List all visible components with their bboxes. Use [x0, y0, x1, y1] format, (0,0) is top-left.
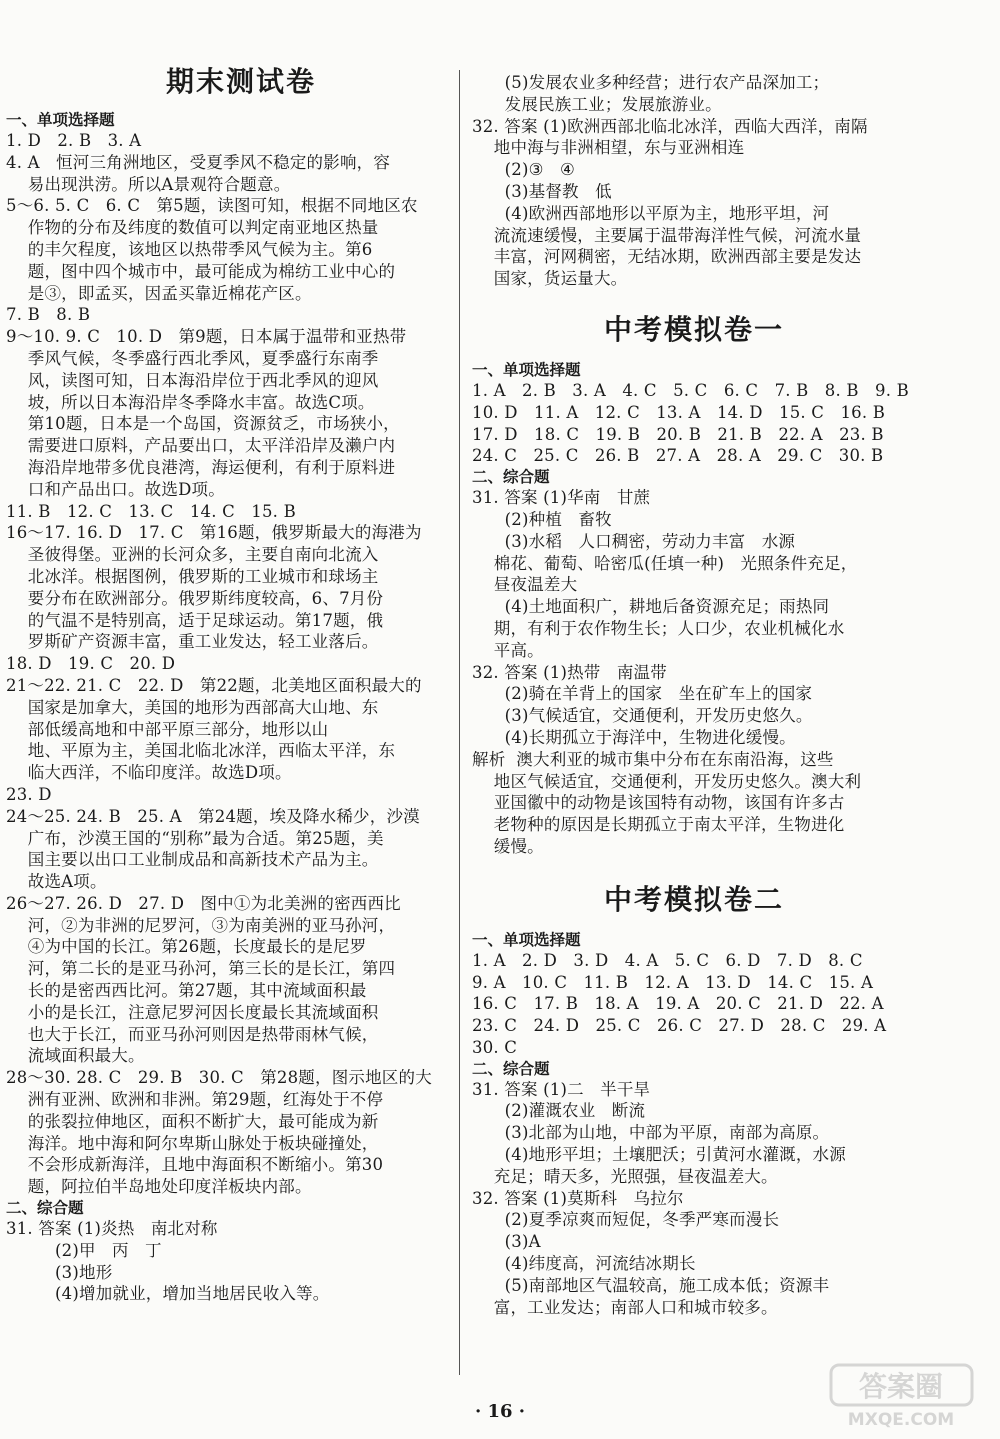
final-exam-line: 海沿岸地带多优良港湾，海运便利，有利于原料进 [6, 457, 396, 477]
final-exam-line: 的丰欠程度，该地区以热带季风气候为主。第6 [6, 239, 373, 259]
final-exam-line: 作物的分布及纬度的数值可以判定南亚地区热量 [6, 218, 379, 238]
mock1-line: 老物种的原因是长期孤立于南太平洋，生物进化 [472, 815, 845, 835]
final-exam-line: 9～10. 9. C 10. D 第9题，日本属于温带和亚热带 [6, 327, 407, 347]
mock1-line: 棉花、葡萄、哈密瓜(任填一种) 光照条件充足， [472, 553, 858, 573]
mock2-line: (2)灌溉农业 断流 [472, 1101, 646, 1121]
final-exam-line: 国主要以出口工业制成品和高新技术产品为主。 [6, 850, 379, 870]
final-exam-line: 河，②为非洲的尼罗河，③为南美洲的亚马孙河， [6, 915, 396, 935]
mock2-line: 31. 答案 (1)二 半干旱 [472, 1079, 651, 1099]
mock2-line: (3)A [472, 1232, 541, 1252]
final-exam-line: 的气温不是特别高，适于足球运动。第17题，俄 [6, 610, 384, 630]
mock1-line: (4)长期孤立于海洋中，生物进化缓慢。 [472, 727, 796, 747]
final-exam-line: 风，读图可知，日本海沿岸位于西北季风的迎风 [6, 370, 379, 390]
mock1-line: 地区气候适宜，交通便利，开发历史悠久。澳大利 [472, 771, 862, 791]
mock1-section-heading: 二、综合题 [472, 468, 550, 487]
mock-exam-2-answers [472, 930, 916, 1319]
final-exam-section-heading: 二、综合题 [6, 1199, 84, 1218]
final-exam-line: 小的是长江，注意尼罗河因长度最长其流域面积 [6, 1002, 379, 1022]
final-exam-line: 18. D 19. C 20. D [6, 654, 176, 674]
final-exam-line: 26～27. 26. D 27. D 图中①为北美洲的密西西比 [6, 893, 401, 913]
final-exam-line: (4)欧洲西部地形以平原为主，地形平坦，河 [472, 203, 830, 223]
mock2-line: 23. C 24. D 25. C 26. C 27. D 28. C 29. A [472, 1016, 887, 1036]
final-exam-answers [6, 110, 454, 1305]
final-exam-line: 4. A 恒河三角洲地区，受夏季风不稳定的影响，容 [6, 152, 391, 172]
column-divider [459, 70, 460, 1375]
final-exam-line: (2)③ ④ [472, 160, 575, 180]
final-exam-line: ④为中国的长江。第26题，长度最长的是尼罗 [6, 937, 367, 957]
final-exam-line: 的张裂拉伸地区，面积不断扩大，最可能成为新 [6, 1111, 379, 1131]
mock1-line: 31. 答案 (1)华南 甘蔗 [472, 488, 651, 508]
mock1-line: 17. D 18. C 19. B 20. B 21. B 22. A 23. B [472, 424, 884, 444]
final-exam-line: 国家是加拿大，美国的地形为西部高大山地、东 [6, 697, 379, 717]
final-exam-line: 口和产品出口。故选D项。 [6, 479, 225, 499]
final-exam-line: 21～22. 21. C 22. D 第22题，北美地区面积最大的 [6, 675, 422, 695]
final-exam-line: 罗斯矿产资源丰富，重工业发达，轻工业落后。 [6, 632, 379, 652]
final-exam-line: 5～6. 5. C 6. C 第5题，读图可知，根据不同地区农 [6, 196, 418, 216]
final-exam-line: 易出现洪涝。所以A景观符合题意。 [6, 174, 291, 194]
mock2-line: 9. A 10. C 11. B 12. A 13. D 14. C 15. A [472, 972, 874, 992]
mock1-section-heading: 一、单项选择题 [472, 360, 581, 379]
final-exam-line: 丰富，河网稠密，无结冰期，欧洲西部主要是发达 [472, 247, 862, 267]
mock1-line: 解析 澳大利亚的城市集中分布在东南沿海，这些 [472, 749, 834, 769]
final-exam-line: 题，阿拉伯半岛地处印度洋板块内部。 [6, 1177, 312, 1197]
mock-exam-1-answers [472, 360, 916, 858]
final-exam-line: 洲有亚洲、欧洲和非洲。第29题，红海处于不停 [6, 1090, 384, 1110]
final-exam-line: 故选A项。 [6, 872, 107, 892]
final-exam-line: 季风气候，冬季盛行西北季风，夏季盛行东南季 [6, 348, 379, 368]
mock2-line: 32. 答案 (1)莫斯科 乌拉尔 [472, 1188, 684, 1208]
final-exam-line: (3)地形 [6, 1262, 113, 1282]
final-exam-line: 32. 答案 (1)欧洲西部北临北冰洋，西临大西洋，南隔 [472, 116, 868, 136]
final-exam-line: 国家，货运量大。 [472, 269, 628, 289]
final-exam-line: 7. B 8. B [6, 305, 91, 325]
mock1-line: (4)土地面积广，耕地后备资源充足；雨热同 [472, 597, 830, 617]
mock2-line: (2)夏季凉爽而短促，冬季严寒而漫长 [472, 1210, 780, 1230]
mock1-line: 期，有利于农作物生长；人口少，农业机械化水 [472, 618, 845, 638]
mock2-line: (3)北部为山地，中部为平原，南部为高原。 [472, 1123, 830, 1143]
final-exam-line: 流流速缓慢，主要属于温带海洋性气候，河流水量 [472, 225, 862, 245]
watermark-url: MXQE.COM [847, 1410, 955, 1430]
final-exam-line: 流域面积最大。 [6, 1046, 145, 1066]
final-exam-line: 23. D [6, 784, 52, 804]
final-exam-line: 坡，所以日本海沿岸冬季降水丰富。故选C项。 [6, 392, 375, 412]
mock2-line: 1. A 2. D 3. D 4. A 5. C 6. D 7. D 8. C [472, 950, 863, 970]
final-exam-line: 要分布在欧洲部分。俄罗斯纬度较高，6、7月份 [6, 588, 384, 608]
right-column [472, 72, 916, 1318]
final-exam-answers-continued [472, 72, 916, 290]
final-exam-line: 31. 答案 (1)炎热 南北对称 [6, 1219, 218, 1239]
mock2-line: (4)地形平坦；土壤肥沃；引黄河水灌溉，水源 [472, 1145, 846, 1165]
mock-exam-1-title: 中考模拟卷一 [603, 312, 784, 346]
final-exam-line: (3)基督教 低 [472, 181, 612, 201]
mock2-line: (4)纬度高，河流结冰期长 [472, 1254, 696, 1274]
mock1-line: 32. 答案 (1)热带 南温带 [472, 662, 667, 682]
final-exam-line: 1. D 2. B 3. A [6, 131, 142, 150]
mock1-line: (3)水稻 人口稠密，劳动力丰富 水源 [472, 531, 796, 551]
mock1-line: 缓慢。 [472, 836, 544, 856]
mock2-line: 富，工业发达；南部人口和城市较多。 [472, 1297, 778, 1317]
mock1-line: 平高。 [472, 640, 544, 660]
final-exam-line: 题，图中四个城市中，最可能成为棉纺工业中心的 [6, 261, 396, 281]
final-exam-line: 地、平原为主，美国北临北冰洋，西临太平洋，东 [6, 741, 396, 761]
page-number: · 16 · [474, 1401, 526, 1422]
mock2-line: 30. C [472, 1037, 518, 1057]
final-exam-line: 是③，即孟买，因孟买靠近棉花产区。 [6, 283, 312, 303]
mock2-line: (5)南部地区气温较高，施工成本低；资源丰 [472, 1275, 830, 1295]
final-exam-line: 广布，沙漠王国的“别称”最为合适。第25题，美 [6, 828, 384, 848]
final-exam-line: 需要进口原料，产品要出口，太平洋沿岸及濑户内 [6, 436, 396, 456]
final-exam-line: 北冰洋。根据图例，俄罗斯的工业城市和球场主 [6, 566, 379, 586]
final-exam-line: 不会形成新海洋，且地中海面积不断缩小。第30 [6, 1155, 384, 1175]
final-exam-line: 16～17. 16. D 17. C 第16题，俄罗斯最大的海港为 [6, 523, 422, 543]
watermark-logo [829, 1363, 974, 1431]
mock-exam-2-title: 中考模拟卷二 [603, 882, 784, 916]
final-exam-line: 24～25. 24. B 25. A 第24题，埃及降水稀少，沙漠 [6, 806, 420, 826]
final-exam-line: 河，第二长的是亚马孙河，第三长的是长江，第四 [6, 959, 396, 979]
final-exam-section-heading: 一、单项选择题 [6, 111, 115, 129]
watermark-text: 答案圈 [858, 1370, 944, 1403]
final-exam-line: 也大于长江，而亚马孙河则因是热带雨林气候， [6, 1024, 379, 1044]
mock1-line: 亚国徽中的动物是该国特有动物，该国有许多古 [472, 793, 845, 813]
mock1-line: 1. A 2. B 3. A 4. C 5. C 6. C 7. B 8. B 9. B [472, 380, 909, 400]
final-exam-line: 发展民族工业；发展旅游业。 [472, 94, 722, 114]
mock1-line: 10. D 11. A 12. C 13. A 14. D 15. C 16. B [472, 402, 886, 422]
mock1-line: (3)气候适宜，交通便利，开发历史悠久。 [472, 706, 813, 726]
final-exam-line: (4)增加就业，增加当地居民收入等。 [6, 1284, 330, 1304]
final-exam-line: 海洋。地中海和阿尔卑斯山脉处于板块碰撞处， [6, 1133, 379, 1153]
final-exam-line: 第10题，日本是一个岛国，资源贫乏，市场狭小， [6, 414, 400, 434]
final-exam-line: 临大西洋，不临印度洋。故选D项。 [6, 763, 292, 783]
final-exam-line: 部低缓高地和中部平原三部分，地形以山 [6, 719, 329, 739]
final-exam-line: (2)甲 丙 丁 [6, 1240, 162, 1260]
final-exam-line: 地中海与非洲相望，东与亚洲相连 [472, 138, 745, 158]
mock1-line: 24. C 25. C 26. B 27. A 28. A 29. C 30. B [472, 446, 884, 466]
final-exam-line: (5)发展农业多种经营；进行农产品深加工； [472, 73, 830, 92]
final-exam-line: 28～30. 28. C 29. B 30. C 第28题，图示地区的大 [6, 1068, 432, 1088]
left-column [6, 60, 454, 1305]
mock2-section-heading: 一、单项选择题 [472, 930, 581, 949]
final-exam-line: 长的是密西西比河。第27题，其中流域面积最 [6, 981, 367, 1001]
mock2-section-heading: 二、综合题 [472, 1059, 550, 1078]
mock1-line: (2)种植 畜牧 [472, 509, 612, 529]
final-exam-line: 11. B 12. C 13. C 14. C 15. B [6, 501, 296, 521]
final-exam-line: 圣彼得堡。亚洲的长河众多，主要自南向北流入 [6, 545, 379, 565]
mock1-line: 昼夜温差大 [472, 575, 578, 595]
mock2-line: 充足；晴天多，光照强，昼夜温差大。 [472, 1166, 778, 1186]
final-exam-title: 期末测试卷 [165, 65, 316, 98]
mock1-line: (2)骑在羊背上的国家 坐在矿车上的国家 [472, 684, 813, 704]
mock2-line: 16. C 17. B 18. A 19. A 20. C 21. D 22. A [472, 994, 884, 1014]
